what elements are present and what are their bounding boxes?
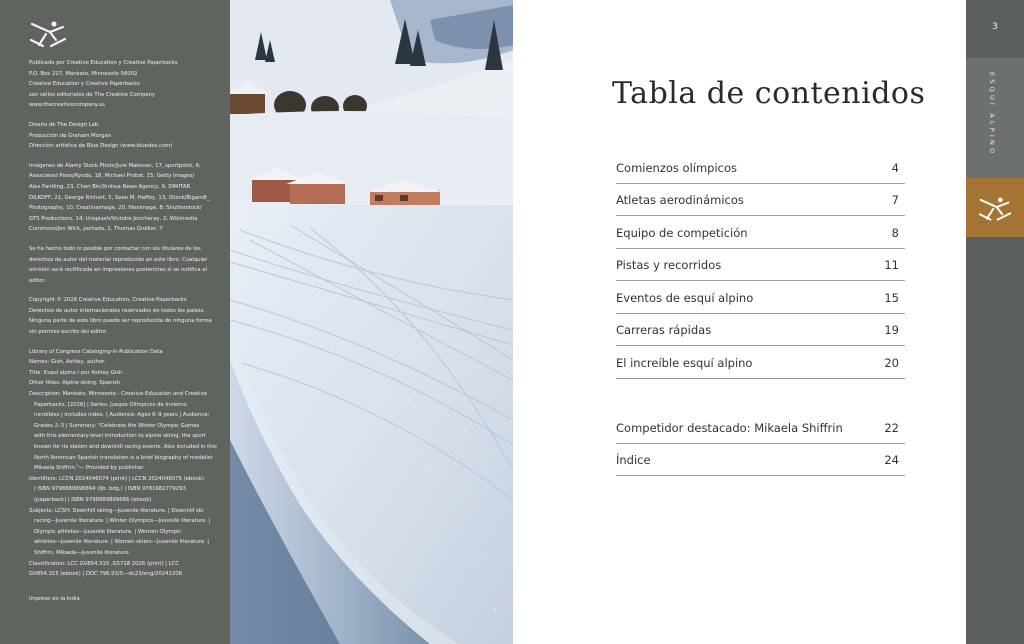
skier-icon <box>978 194 1012 222</box>
credits-line: Dirección artística de Blue Design (www.bluedes.com) <box>29 143 173 150</box>
credits-line: Olympic athletes—Juvenile literature. | Women Olympic <box>29 528 182 535</box>
credits-line: Library of Congress Cataloging-in-Publication Data <box>29 348 163 355</box>
toc-entry[interactable] <box>616 347 905 379</box>
credits-line: Ninguna parte de este libro puede ser reproducida de ninguna forma <box>29 318 212 325</box>
skier-logo-icon <box>29 18 67 48</box>
credits-line: Diseño de The Design Lab <box>29 121 99 128</box>
toc-entry-label: Atletas aerodinámicos <box>616 192 744 207</box>
credits-line: omisión será rectificada en impresiones posteriores si se notifica al <box>29 267 207 274</box>
credits-line: Grades 2–3 | Summary: "Celebrate the Winter Olympic Games <box>29 422 200 429</box>
toc-entry[interactable] <box>616 217 905 249</box>
credits-block <box>29 244 220 286</box>
credits-line: | ISBN 9798889898894 (lib. bdg.) | ISBN 9781682779293 <box>29 486 186 493</box>
credits-line: (paperback) | ISBN 9798889899686 (ebook) <box>29 496 152 503</box>
toc-entry-page: 4 <box>891 160 899 175</box>
toc-entry-label: Pistas y recorridos <box>616 257 722 272</box>
credits-block <box>29 594 220 605</box>
credits-line: Title: Esquí alpino / por Ashley Gish. <box>29 369 125 376</box>
toc-entry[interactable] <box>616 249 905 281</box>
toc-entry-label: Equipo de competición <box>616 225 748 240</box>
credits-line: Shiffrin, Mikaela—Juvenile literature. <box>29 549 131 556</box>
toc-entry[interactable] <box>616 314 905 346</box>
series-label: ESQUÍ ALPINO <box>988 72 996 157</box>
toc-entry-page: 24 <box>884 452 899 467</box>
page-number: 3 <box>992 22 998 32</box>
toc-entry[interactable] <box>616 412 905 444</box>
credits-line: Identifiers: LCCN 2024046074 (print) | LCCN 2024046075 (ebook) <box>29 475 204 482</box>
credits-line: Se ha hecho todo lo posible por contactar con los titulares de los <box>29 245 201 252</box>
credits-block <box>29 120 220 152</box>
credits-line: Paperbacks, [2026] | Series: Juegos Olímpicos de Invierno <box>29 401 187 408</box>
credits-line: sin permiso escrito del editor. <box>29 329 108 336</box>
credits-line: with this elementary-level introduction to alpine skiing, the sport <box>29 433 206 440</box>
credits-line: GTS Productions, 14; Unsplash/Victoire Joncheray, 2; Wikimedia <box>29 215 198 222</box>
credits-line: Names: Gish, Ashley, author. <box>29 359 106 366</box>
credits-line: Imágenes de Alamy Stock Photo/Jure Makovec, 17, sportpoint, 6; <box>29 162 201 169</box>
credits-line: Derechos de autor internacionales reservados en todos los países. <box>29 307 206 314</box>
credits-line: derechos de autor del material reproducido en este libro. Cualquier <box>29 256 208 263</box>
toc-entry-label: Comienzos olímpicos <box>616 160 738 175</box>
toc-entry-page: 15 <box>884 290 899 305</box>
toc-entry-label: Carreras rápidas <box>616 322 712 337</box>
credits-line: Creative Education y Creative Paperbacks <box>29 81 140 88</box>
toc-entry-page: 7 <box>891 192 899 207</box>
credits-text <box>29 58 220 604</box>
credits-line: racing—Juvenile literature. | Winter Olympics—Juvenile literature. | <box>29 518 211 525</box>
toc-entry-label: El increíble esquí alpino <box>616 355 753 370</box>
toc-entry-page: 20 <box>884 355 899 370</box>
series-tab <box>966 58 1024 178</box>
toc-entry[interactable] <box>616 282 905 314</box>
credits-line: www.thecreativecompany.us <box>29 102 105 109</box>
page-title: Tabla de contenidos <box>612 76 926 111</box>
credits-block <box>29 58 220 111</box>
credits-block <box>29 295 220 337</box>
toc-entry-label: Eventos de esquí alpino <box>616 290 754 305</box>
toc-entry[interactable] <box>616 444 905 476</box>
credits-line: Commons/Jon Wick, portada, 1, Thomas Grollier, 7 <box>29 226 163 233</box>
credits-line: Mikaela Shiffrin."— Provided by publisher. <box>29 465 145 472</box>
credits-line: Alex Pantling, 23, Chen Bin/Xinhua News Agency, 9, DIMITAR <box>29 183 191 190</box>
ski-slope-photo <box>230 0 513 644</box>
toc-entry[interactable] <box>616 152 905 184</box>
toc-entry-page: 11 <box>884 257 899 272</box>
credits-line: North American Spanish translation is a brief biography of medalist <box>29 454 213 461</box>
contents-page <box>513 0 966 644</box>
credits-line: Associated Press/Kyodo, 18, Michael Probst, 15; Getty Images/ <box>29 173 195 180</box>
credits-line: Photography, 10, Creativaimage, 20, filexImage, 8; Shutterstock/ <box>29 205 202 212</box>
credits-line: athletes—Juvenile literature. | Women skiers—Juvenile literature. | <box>29 539 209 546</box>
credits-line: Description: Mankato, Minnesota : Creative Education and Creative <box>29 391 207 398</box>
credits-line: Publicado por Creative Education y Creative Paperbacks <box>29 60 178 66</box>
series-icon-tab <box>966 178 1024 237</box>
credits-block <box>29 347 220 580</box>
toc-entry-page: 8 <box>891 225 899 240</box>
credits-line: editor. <box>29 277 46 284</box>
credits-line: Other titles: Alpine skiing. Spanish <box>29 380 121 387</box>
credits-line: Producción de Graham Morgan <box>29 132 111 139</box>
toc-entry-page: 19 <box>884 322 899 337</box>
credits-line: P.O. Box 227, Mankato, Minnesota 56002 <box>29 70 138 77</box>
side-strip <box>966 0 1024 644</box>
credits-line: GV854.315 (ebook) | DDC 796.93/5—dc23/eng/20241208 <box>29 571 183 578</box>
credits-line: Copyright © 2026 Creative Education, Creative Paperbacks <box>29 297 187 304</box>
credits-line: known for its slalom and downhill racing events. Also included in this <box>29 444 217 450</box>
credits-line: Subjects: LCSH: Downhill skiing—Juvenile literature. | Downhill ski <box>29 507 204 514</box>
toc-entry-label: Índice <box>616 452 651 467</box>
credits-line: son sellos editoriales de The Creative Company <box>29 91 156 98</box>
toc-entry-label: Competidor destacado: Mikaela Shiffrin <box>616 420 843 435</box>
credits-line: Impreso en la India <box>29 595 80 602</box>
credits-line: DILKOFF, 21, George Rinhart, 5, Sean M. Haffey, 13, iStock/Bigandt_ <box>29 194 210 201</box>
credits-line: increíbles | Includes index. | Audience: Ages 6–9 years | Audience: <box>29 412 210 419</box>
credits-column <box>0 0 230 644</box>
credits-block <box>29 161 220 235</box>
snowy-slope-image <box>230 0 513 644</box>
toc-entry-page: 22 <box>884 420 899 435</box>
toc-entry[interactable] <box>616 184 905 216</box>
credits-line: Classification: LCC GV854.315 .G5718 2026 (print) | LCC <box>29 560 179 567</box>
